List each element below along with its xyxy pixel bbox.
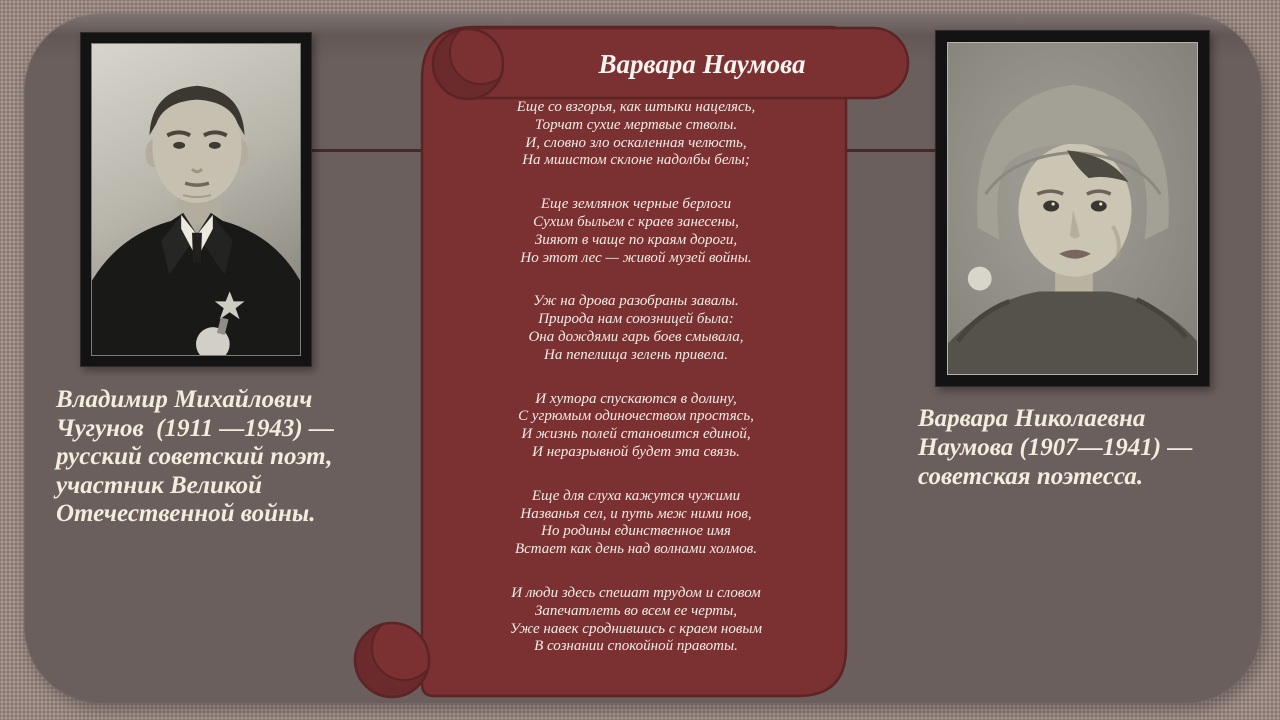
poem-stanza — [432, 293, 840, 364]
poem-stanza — [432, 196, 840, 267]
poem-stanza — [432, 585, 840, 656]
poem-line: Еще землянок черные берлоги — [540, 196, 732, 213]
poem-line: С угрюмым одиночеством простясь, — [518, 408, 754, 425]
caption-right — [918, 404, 1238, 491]
caption-line: Наумова (1907—1941) — — [918, 434, 1193, 461]
poem-line: Названья сел, и путь меж ними нов, — [520, 505, 752, 522]
poem-line: Сухим быльем с краев занесены, — [533, 213, 739, 230]
poem-line: Еще для слуха кажутся чужими — [531, 487, 741, 504]
portrait-photo-man — [91, 43, 301, 356]
poem-stanza — [432, 391, 840, 462]
poem-line: И жизнь полей становится единой, — [521, 426, 751, 443]
caption-line: Варвара Николаевна — [918, 405, 1146, 432]
poem-line: На пепелища зелень привела. — [543, 346, 728, 363]
poem-line: На мшистом склоне надолбы белы; — [522, 152, 750, 169]
photo-frame-left — [80, 32, 312, 367]
poem-line: Уж на дрова разобраны завалы. — [533, 293, 739, 310]
poem-line: Но этот лес — живой музей войны. — [520, 249, 752, 266]
poem-line: Еще со взгорья, как штыки нацелясь, — [516, 99, 756, 115]
poem-line: Запечатлеть во всем ее черты, — [534, 602, 738, 619]
page-title: Варвара Наумова — [598, 48, 806, 79]
caption-line: русский советский поэт, — [56, 443, 333, 470]
poem-line: И люди здесь спешат трудом и словом — [511, 584, 761, 601]
caption-line: участник Великой — [56, 471, 262, 499]
poem-stanza — [432, 488, 840, 559]
caption-left — [56, 386, 376, 529]
caption-line: Отечественной войны. — [56, 500, 316, 527]
poem-line: И неразрывной будет эта связь. — [532, 443, 740, 460]
poem-line: И, словно зло оскаленная челюсть, — [525, 134, 747, 151]
caption-line: Чугунов (1911 —1943) — — [56, 414, 334, 442]
poem-line: Торчат сухие мертвые стволы. — [534, 116, 738, 133]
poem-stanza — [432, 99, 840, 170]
poem-line: В сознании спокойной правоты. — [534, 638, 738, 655]
poem-line: Но родины единственное имя — [541, 523, 731, 540]
poem-line: Природа нам союзницей была: — [538, 311, 734, 328]
photo-frame-right — [935, 30, 1210, 387]
poem-line: Уже навек сроднившись с краем новым — [509, 620, 763, 637]
poem-line: Встает как день над волнами холмов. — [514, 541, 758, 558]
caption-line: советская поэтесса. — [918, 463, 1144, 490]
poem-line: Она дождями гарь боев смывала, — [528, 328, 744, 345]
poem-line: Зияют в чаще по краям дороги, — [534, 231, 738, 248]
caption-line: Владимир Михайлович — [56, 386, 313, 413]
poem-line: И хутора спускаются в долину, — [535, 390, 737, 407]
portrait-photo-woman — [947, 42, 1198, 375]
poem-text — [432, 99, 840, 682]
